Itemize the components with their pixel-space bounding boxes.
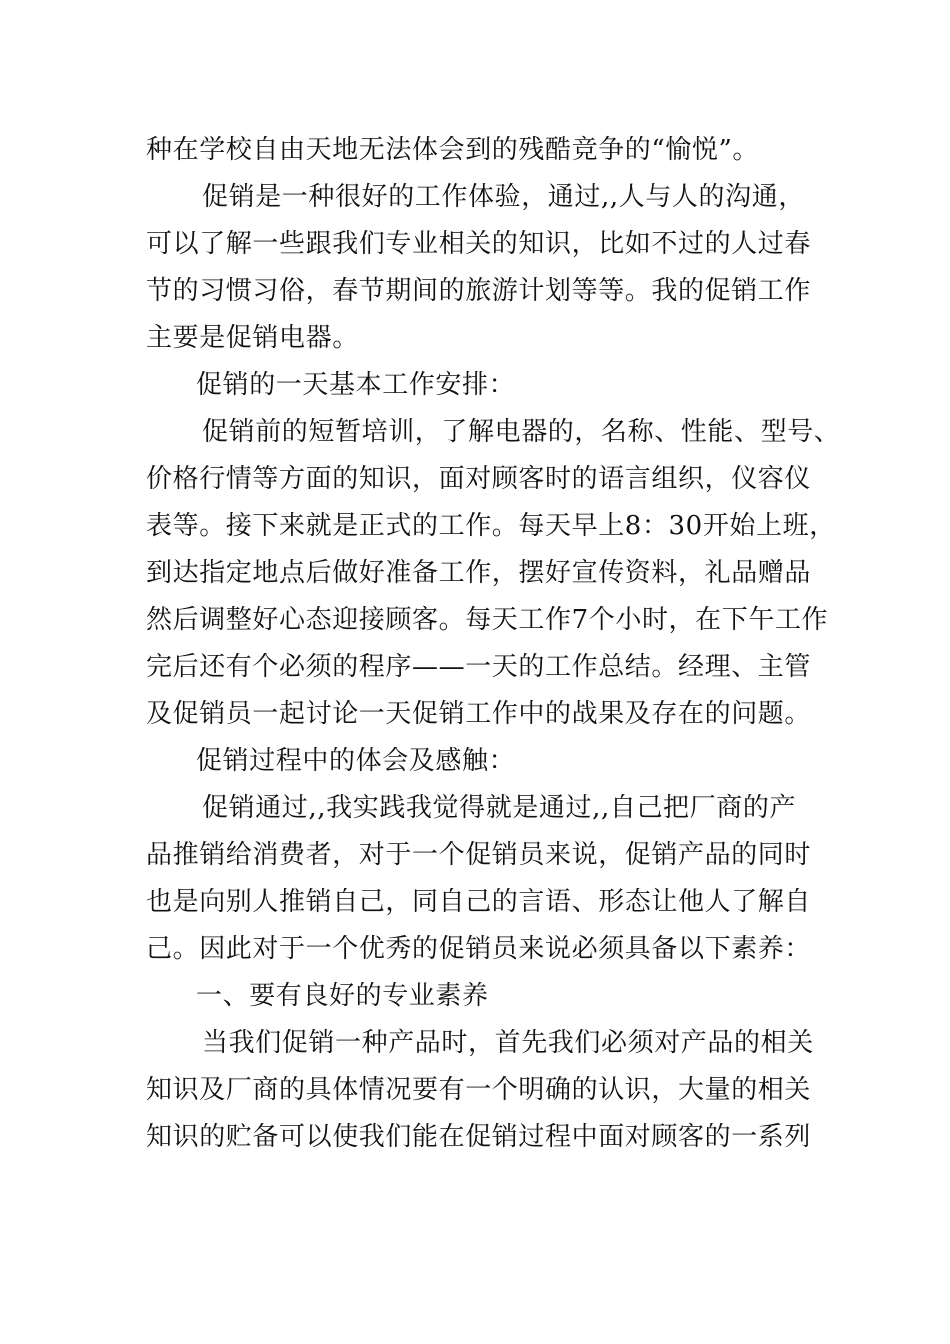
text-line: 及促销员一起讨论一天促销工作中的战果及存在的问题。: [146, 699, 812, 729]
text-line: 表等。接下来就是正式的工作。每天早上8：30开始上班，: [146, 511, 836, 541]
text-line: 完后还有个必须的程序——一天的工作总结。经理、主管: [146, 652, 812, 682]
text-line: 促销通过,,我实践我觉得就是通过,,自己把厂商的产: [202, 793, 797, 823]
section-heading: 促销的一天基本工作安排：: [196, 370, 516, 400]
text-line: 促销是一种很好的工作体验，通过,,人与人的沟通，: [202, 182, 805, 212]
text-line: 己。因此对于一个优秀的促销员来说必须具备以下素养：: [146, 934, 812, 964]
text-line: 然后调整好心态迎接顾客。每天工作7个小时，在下午工作: [146, 605, 829, 635]
section-heading: 一、要有良好的专业素养: [196, 981, 489, 1011]
text-line: 知识及厂商的具体情况要有一个明确的认识，大量的相关: [146, 1075, 812, 1105]
body-text: [146, 127, 841, 1161]
text-line: 价格行情等方面的知识，面对顾客时的语言组织，仪容仪: [146, 464, 812, 494]
text-line: 也是向别人推销自己，同自己的言语、形态让他人了解自: [146, 887, 812, 917]
text-line: 知识的贮备可以使我们能在促销过程中面对顾客的一系列: [146, 1122, 812, 1152]
text-line: 种在学校自由天地无法体会到的残酷竞争的“愉悦”。: [146, 135, 759, 165]
text-line: 主要是促销电器。: [146, 323, 359, 353]
text-line: 促销前的短暂培训，了解电器的，名称、性能、型号、: [202, 417, 841, 447]
text-line: 可以了解一些跟我们专业相关的知识，比如不过的人过春: [146, 229, 812, 259]
section-heading: 促销过程中的体会及感触：: [196, 746, 516, 776]
text-line: 节的习惯习俗，春节期间的旅游计划等等。我的促销工作: [146, 276, 812, 306]
text-line: 当我们促销一种产品时，首先我们必须对产品的相关: [202, 1028, 814, 1058]
text-line: 到达指定地点后做好准备工作，摆好宣传资料，礼品赠品: [146, 558, 812, 588]
text-line: 品推销给消费者，对于一个促销员来说，促销产品的同时: [146, 840, 812, 870]
